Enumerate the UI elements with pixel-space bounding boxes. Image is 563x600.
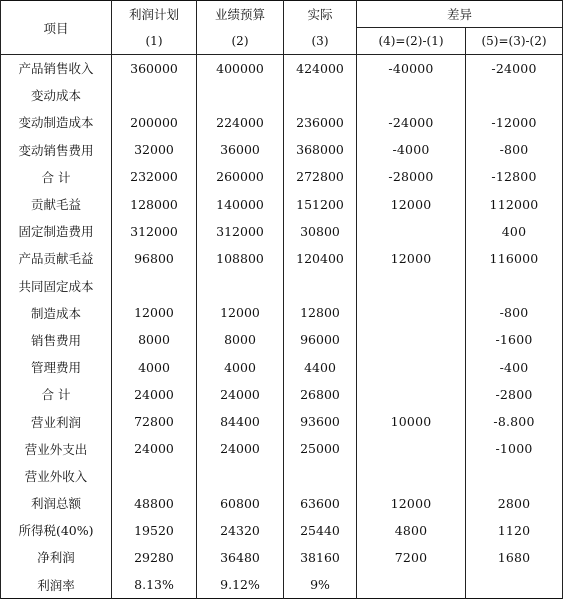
cell-col2: 312000: [197, 218, 284, 245]
cell-col5: -12000: [466, 109, 563, 136]
cell-col4: [357, 326, 466, 353]
row-label: 产品销售收入: [1, 55, 112, 82]
header-col1: (1): [112, 28, 197, 55]
cell-col2: [197, 82, 284, 109]
cell-col3: 272800: [284, 163, 357, 190]
row-label: 变动制造成本: [1, 109, 112, 136]
cell-col2: 9.12%: [197, 571, 284, 598]
cell-col4: 12000: [357, 245, 466, 272]
cell-col3: 93600: [284, 408, 357, 435]
row-label: 营业外收入: [1, 462, 112, 489]
table-row: [1, 326, 563, 353]
header-col3: (3): [284, 28, 357, 55]
cell-col3: 424000: [284, 55, 357, 82]
cell-col5: [466, 82, 563, 109]
header-item: 项目: [1, 1, 112, 55]
cell-col4: 7200: [357, 544, 466, 571]
cell-col3: 4400: [284, 354, 357, 381]
row-label: 净利润: [1, 544, 112, 571]
row-label: 变动销售费用: [1, 136, 112, 163]
cell-col1: 12000: [112, 299, 197, 326]
cell-col1: 200000: [112, 109, 197, 136]
cell-col2: 400000: [197, 55, 284, 82]
cell-col2: 84400: [197, 408, 284, 435]
cell-col3: 30800: [284, 218, 357, 245]
cell-col4: [357, 462, 466, 489]
cell-col3: 236000: [284, 109, 357, 136]
cell-col2: 8000: [197, 326, 284, 353]
cell-col1: 24000: [112, 435, 197, 462]
cell-col1: 24000: [112, 381, 197, 408]
cell-col2: 12000: [197, 299, 284, 326]
cell-col4: [357, 435, 466, 462]
cell-col5: -12800: [466, 163, 563, 190]
header-difference: 差异: [357, 1, 563, 28]
row-label: 管理费用: [1, 354, 112, 381]
cell-col4: -24000: [357, 109, 466, 136]
cell-col2: 140000: [197, 190, 284, 217]
row-label: 产品贡献毛益: [1, 245, 112, 272]
row-label: 合 计: [1, 381, 112, 408]
cell-col5: [466, 571, 563, 598]
cell-col5: 116000: [466, 245, 563, 272]
cell-col1: 19520: [112, 517, 197, 544]
cell-col3: 9%: [284, 571, 357, 598]
row-label: 制造成本: [1, 299, 112, 326]
cell-col4: [357, 571, 466, 598]
cell-col4: [357, 218, 466, 245]
header-actual: 实际: [284, 1, 357, 28]
cell-col1: [112, 462, 197, 489]
cell-col4: 4800: [357, 517, 466, 544]
cell-col1: 360000: [112, 55, 197, 82]
table-row: [1, 462, 563, 489]
header-col5: (5)=(3)-(2): [466, 28, 563, 55]
cell-col1: 128000: [112, 190, 197, 217]
cell-col1: 8000: [112, 326, 197, 353]
cell-col2: 36480: [197, 544, 284, 571]
cell-col3: 151200: [284, 190, 357, 217]
cell-col2: 4000: [197, 354, 284, 381]
cell-col3: 38160: [284, 544, 357, 571]
cell-col4: [357, 272, 466, 299]
cell-col5: -800: [466, 136, 563, 163]
table-row: [1, 517, 563, 544]
cell-col3: [284, 82, 357, 109]
cell-col5: -1000: [466, 435, 563, 462]
cell-col4: -28000: [357, 163, 466, 190]
header-col4: (4)=(2)-(1): [357, 28, 466, 55]
row-label: 利润率: [1, 571, 112, 598]
cell-col1: [112, 82, 197, 109]
cell-col5: -800: [466, 299, 563, 326]
cell-col4: [357, 299, 466, 326]
row-label: 销售费用: [1, 326, 112, 353]
cell-col1: 312000: [112, 218, 197, 245]
table-row: [1, 218, 563, 245]
cell-col1: 48800: [112, 490, 197, 517]
cell-col5: -400: [466, 354, 563, 381]
cell-col5: [466, 272, 563, 299]
cell-col3: 96000: [284, 326, 357, 353]
cell-col3: 12800: [284, 299, 357, 326]
cell-col3: 26800: [284, 381, 357, 408]
cell-col5: 400: [466, 218, 563, 245]
table-row: [1, 245, 563, 272]
cell-col5: 2800: [466, 490, 563, 517]
cell-col5: -24000: [466, 55, 563, 82]
cell-col4: -4000: [357, 136, 466, 163]
table-row: [1, 544, 563, 571]
cell-col5: -8.800: [466, 408, 563, 435]
cell-col4: 12000: [357, 190, 466, 217]
cell-col1: 29280: [112, 544, 197, 571]
cell-col3: [284, 272, 357, 299]
table-row: [1, 408, 563, 435]
table-row: [1, 136, 563, 163]
table-row: [1, 272, 563, 299]
cell-col5: -2800: [466, 381, 563, 408]
table-row: [1, 299, 563, 326]
row-label: 利润总额: [1, 490, 112, 517]
row-label: 所得税(40%): [1, 517, 112, 544]
cell-col4: 12000: [357, 490, 466, 517]
cell-col4: 10000: [357, 408, 466, 435]
cell-col1: 232000: [112, 163, 197, 190]
row-label: 共同固定成本: [1, 272, 112, 299]
cell-col2: [197, 462, 284, 489]
row-label: 营业外支出: [1, 435, 112, 462]
table-row: [1, 571, 563, 598]
cell-col1: 32000: [112, 136, 197, 163]
cell-col3: 25440: [284, 517, 357, 544]
header-profit-plan: 利润计划: [112, 1, 197, 28]
cell-col2: 24000: [197, 381, 284, 408]
cell-col3: 25000: [284, 435, 357, 462]
cell-col1: 8.13%: [112, 571, 197, 598]
cell-col2: 24320: [197, 517, 284, 544]
cell-col1: [112, 272, 197, 299]
table-row: [1, 435, 563, 462]
cell-col2: 36000: [197, 136, 284, 163]
cell-col4: [357, 354, 466, 381]
row-label: 营业利润: [1, 408, 112, 435]
cell-col2: 224000: [197, 109, 284, 136]
cell-col2: 60800: [197, 490, 284, 517]
header-col2: (2): [197, 28, 284, 55]
table-row: [1, 354, 563, 381]
cell-col2: 24000: [197, 435, 284, 462]
cell-col4: [357, 381, 466, 408]
cell-col5: -1600: [466, 326, 563, 353]
table-row: [1, 82, 563, 109]
cell-col3: 63600: [284, 490, 357, 517]
table-row: [1, 190, 563, 217]
table-row: [1, 490, 563, 517]
cell-col3: 368000: [284, 136, 357, 163]
table-row: [1, 163, 563, 190]
cell-col1: 72800: [112, 408, 197, 435]
cell-col5: 112000: [466, 190, 563, 217]
cell-col5: 1680: [466, 544, 563, 571]
table-row: [1, 55, 563, 82]
table-row: [1, 109, 563, 136]
cell-col3: [284, 462, 357, 489]
row-label: 变动成本: [1, 82, 112, 109]
cell-col3: 120400: [284, 245, 357, 272]
cell-col2: 108800: [197, 245, 284, 272]
cell-col1: 96800: [112, 245, 197, 272]
cell-col2: 260000: [197, 163, 284, 190]
cell-col2: [197, 272, 284, 299]
cell-col4: [357, 82, 466, 109]
row-label: 合 计: [1, 163, 112, 190]
header-performance-budget: 业绩预算: [197, 1, 284, 28]
cell-col1: 4000: [112, 354, 197, 381]
row-label: 贡献毛益: [1, 190, 112, 217]
cell-col4: -40000: [357, 55, 466, 82]
cell-col5: [466, 462, 563, 489]
cell-col5: 1120: [466, 517, 563, 544]
table-row: [1, 381, 563, 408]
row-label: 固定制造费用: [1, 218, 112, 245]
